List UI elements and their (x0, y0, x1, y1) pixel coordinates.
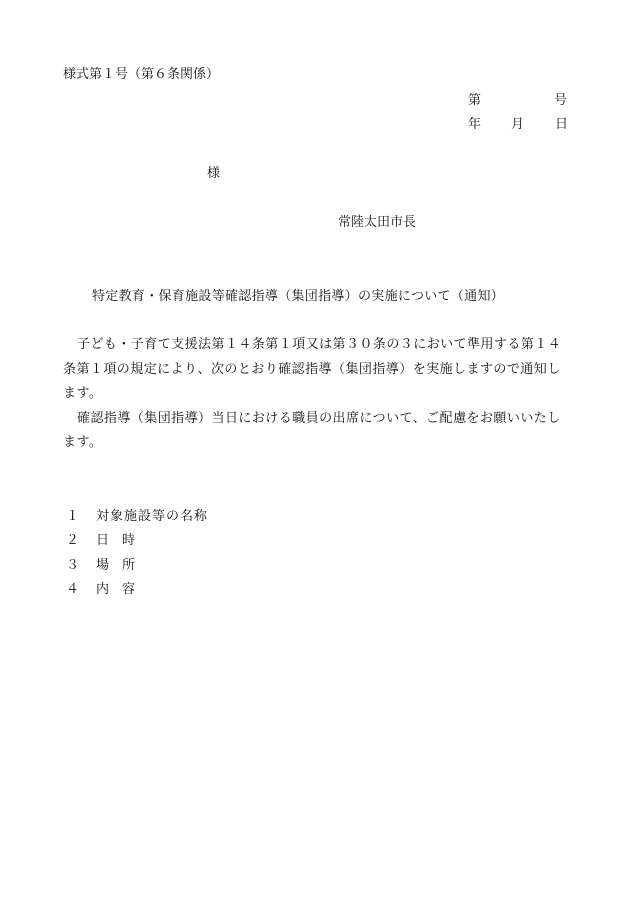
list-item (66, 534, 148, 547)
document-number-suffix: 号 (554, 93, 568, 108)
list-item-label: 対象施設等の名称 (96, 509, 209, 524)
document-number-prefix: 第 (468, 93, 482, 108)
list-item-label: 内容 (96, 582, 149, 597)
document-title: 特定教育・保育施設等確認指導（集団指導）の実施について（通知） (92, 289, 505, 304)
date-year-label: 年 (468, 117, 482, 132)
form-label: 様式第１号（第６条関係） (63, 67, 220, 82)
list-item-label: 日時 (96, 533, 149, 548)
body-text (63, 333, 568, 456)
sender-name: 常陸太田市長 (338, 215, 417, 230)
list-item-number: １ (66, 509, 80, 524)
list-item (66, 510, 208, 523)
list-item-number: ４ (66, 582, 80, 597)
list-item (66, 559, 148, 572)
body-paragraph: 子ども・子育て支援法第１４条第１項又は第３０条の３において準用する第１４条第１項の規定により、次のとおり確認指導（集団指導）を実施しますので通知します。 (63, 337, 562, 401)
date-month-label: 月 (511, 117, 525, 132)
body-paragraph: 確認指導（集団指導）当日における職員の出席について、ご配慮をお願いいたします。 (63, 410, 561, 450)
list-item (66, 583, 148, 596)
recipient-honorific: 様 (207, 166, 221, 181)
list-item-label: 場所 (96, 558, 149, 573)
date-day-label: 日 (555, 117, 569, 132)
list-item-number: ３ (66, 558, 80, 573)
list-item-number: ２ (66, 533, 80, 548)
